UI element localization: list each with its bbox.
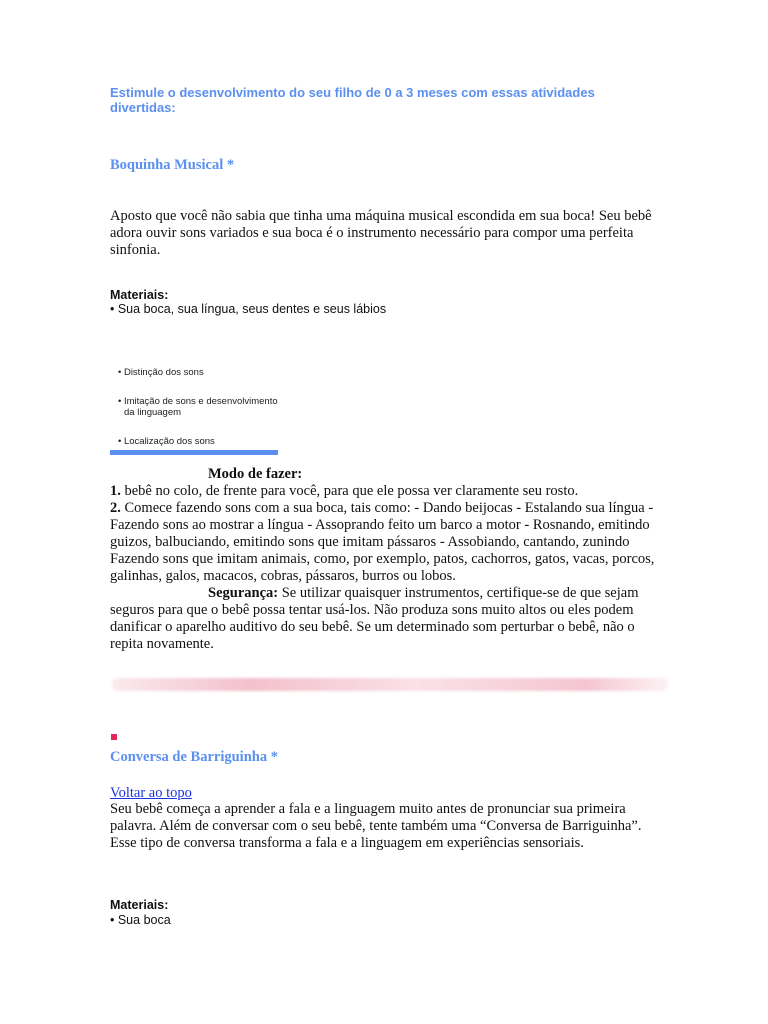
safety-text: Se utilizar quaisquer instrumentos, certifique-se de que sejam seguros para que o bebê possa tentar usá-los. Não produza sons muito altos ou eles podem danificar o aparelho auditivo do seu bebê. Se um determinado som perturbar o bebê, não o repita novamente. [110,585,639,652]
intro-heading: Estimule o desenvolvimento do seu filho de 0 a 3 meses com essas atividades divertidas: [110,85,595,115]
how-to-title: Modo de fazer: [208,466,303,482]
how-to-block [110,466,658,653]
step-2-text: Comece fazendo sons com a sua boca, tais como: - Dando beijocas - Estalando sua língua - Fazendo sons ao mostrar a língua - Assoprando feito um barco a motor - Rosnando, emitindo guizos, balbuciando, emitindo sons que imitam pássaros - Assobiando, cantando, zunindo Fazendo sons que imitam animais, como, por exemplo, patos, cachorros, gatos, vacas, porcos, galinhas, galos, macacos, cobras, pássaros, burros ou lobos. [110,500,655,584]
safety-paragraph [110,585,658,653]
skills-divider [110,450,278,455]
section-2-description: Seu bebê começa a aprender a fala e a linguagem muito antes de pronunciar sua primeira palavra. Além de conversar com o seu bebê, tente também uma “Conversa de Barriguinha”. Esse tipo de conversa transforma a fala e a linguagem em experiências sensoriais. [110,801,642,851]
skill-item: • Localização dos sons [118,436,215,447]
skill-item-continuation: da linguagem [124,407,182,418]
step-2 [110,500,658,585]
safety-label: Segurança: [208,585,279,601]
section-title-boquinha-musical: Boquinha Musical * [110,157,235,173]
section-description: Aposto que você não sabia que tinha uma máquina musical escondida em sua boca! Seu bebê adora ouvir sons variados e sua boca é o instrumento necessário para compor uma perfeita sinfonia. [110,208,652,258]
step-1 [110,483,658,500]
section-title-conversa-de-barriguinha: Conversa de Barriguinha * [110,749,278,765]
step-2-number: 2. [110,500,121,516]
skill-item: • Distinção dos sons [118,367,204,378]
materials-item: • Sua boca, sua língua, seus dentes e seus lábios [110,302,387,316]
materials-item-2: • Sua boca [110,913,171,927]
materials-label-2: Materiais: [110,898,169,912]
materials-label: Materiais: [110,288,169,302]
step-1-text: bebê no colo, de frente para você, para que ele possa ver claramente seu rosto. [120,483,579,499]
skill-item: • Imitação de sons e desenvolvimento [118,396,278,407]
decorative-divider [112,678,668,691]
skills-box [118,367,338,457]
step-1-number: 1. [110,483,121,499]
back-to-top-link[interactable]: Voltar ao topo [110,785,192,801]
bullet-square-icon [111,734,117,740]
